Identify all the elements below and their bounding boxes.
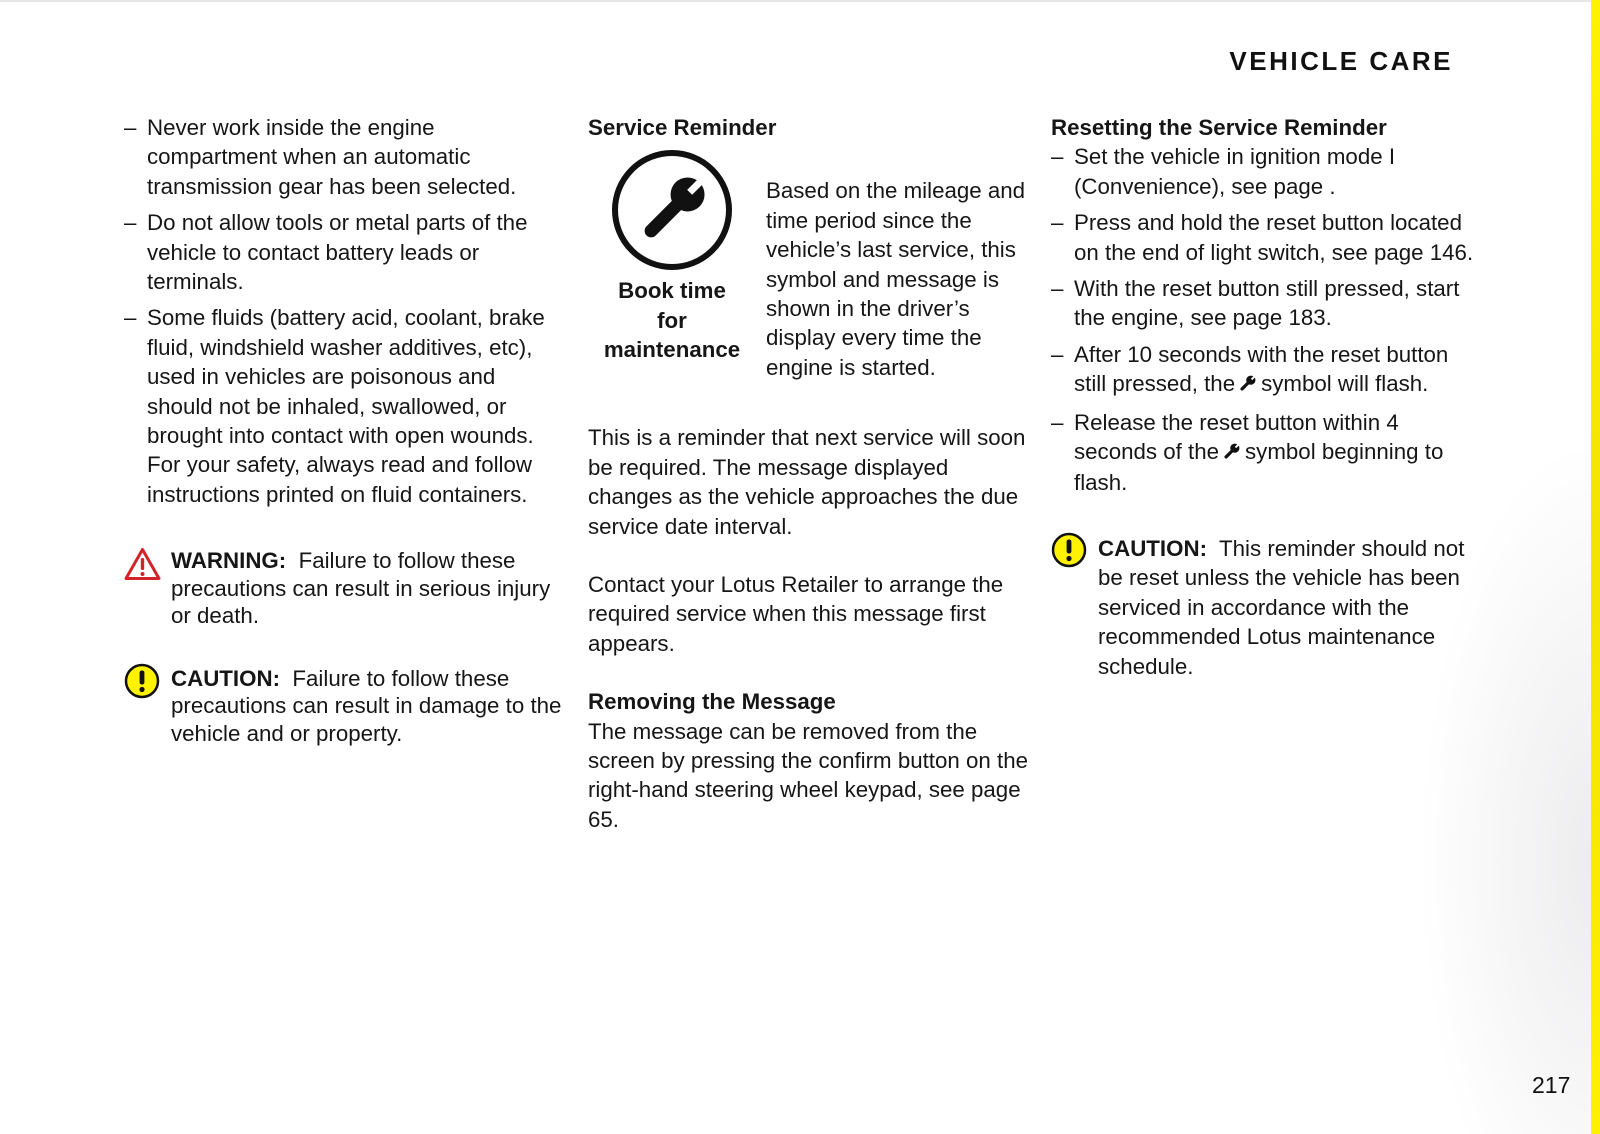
column-resetting-reminder (1051, 113, 1481, 681)
caution-exclamation-icon (124, 663, 160, 706)
list-item: – Some fluids (battery acid, coolant, brake fluid, windshield washer additives, etc), used in vehicles are poisonous and should not be inhaled, swallowed, or brought into contact with open wounds. For your safety, always read and follow instructions printed on fluid containers. (124, 305, 545, 507)
wrench-in-circle-icon (610, 148, 734, 272)
column-safety-precautions (124, 113, 564, 747)
column-service-reminder (588, 113, 1028, 834)
caution-notice (1051, 534, 1481, 681)
list-item: – Release the reset button within 4 seconds of the symbol beginning to flash. (1051, 409, 1444, 496)
resetting-heading: Resetting the Service Reminder (1051, 115, 1387, 140)
wrench-icon (1238, 371, 1258, 400)
dash-bullet: – (124, 210, 137, 236)
caution-text: This reminder should not be reset unless the vehicle has been serviced in accordance with the recommended Lotus maintenance schedule. (1098, 535, 1465, 679)
caution-label: CAUTION: (1098, 535, 1207, 561)
dash-bullet: – (1051, 144, 1064, 170)
removing-message-heading: Removing the Message (588, 689, 836, 715)
service-reminder-heading: Service Reminder (588, 115, 777, 140)
list-item: – With the reset button still pressed, start the engine, see page 183. (1051, 276, 1460, 331)
service-reminder-block (588, 142, 1028, 402)
page-top-edge (0, 0, 1600, 2)
list-item: – Set the vehicle in ignition mode I (Convenience), see page . (1051, 144, 1396, 199)
service-reminder-description: Based on the mileage and time period since the vehicle’s last service, this symbol and message is shown in the driver’s display every time the engine is started. (766, 178, 1026, 380)
page-number: 217 (1532, 1072, 1571, 1098)
warning-label: WARNING: (171, 548, 287, 574)
caution-notice (124, 665, 564, 748)
dash-bullet: – (124, 305, 137, 331)
service-symbol-figure (588, 148, 756, 364)
list-item: – Never work inside the engine compartment when an automatic transmission gear has been selected. (124, 115, 517, 199)
list-item: – Press and hold the reset button located on the end of light switch, see page 146. (1051, 210, 1474, 265)
list-item: – After 10 seconds with the reset button still pressed, the symbol will flash. (1051, 340, 1481, 401)
dash-bullet: – (1051, 210, 1064, 236)
dash-bullet: – (124, 115, 137, 140)
list-item: – Do not allow tools or metal parts of the vehicle to contact battery leads or terminals. (124, 210, 528, 295)
dash-bullet: – (1051, 276, 1064, 302)
warning-notice (124, 547, 564, 630)
section-title: VEHICLE CARE (1229, 46, 1453, 76)
symbol-caption: Book time for maintenance (603, 278, 741, 363)
warning-text: Failure to follow these precautions can result in serious injury or death. (171, 548, 551, 629)
reset-steps-list (1051, 142, 1481, 497)
warning-triangle-icon (124, 547, 161, 588)
dash-bullet: – (1051, 341, 1064, 367)
yellow-edge-band (1591, 0, 1600, 1134)
removing-message-text: The message can be removed from the screen by pressing the confirm button on the right-hand steering wheel keypad, see page 65. (588, 718, 1028, 832)
wrench-icon (1222, 439, 1242, 468)
caution-text: Failure to follow these precautions can result in damage to the vehicle and or property. (171, 665, 562, 746)
precautions-list (124, 113, 564, 509)
contact-retailer-paragraph: Contact your Lotus Retailer to arrange the required service when this message first appears. (588, 572, 1004, 656)
caution-label: CAUTION: (171, 665, 280, 691)
reminder-paragraph: This is a reminder that next service will soon be required. The message displayed changes as the vehicle approaches the due service date interval. (588, 425, 1026, 539)
dash-bullet: – (1051, 409, 1064, 435)
caution-exclamation-icon (1051, 532, 1087, 575)
